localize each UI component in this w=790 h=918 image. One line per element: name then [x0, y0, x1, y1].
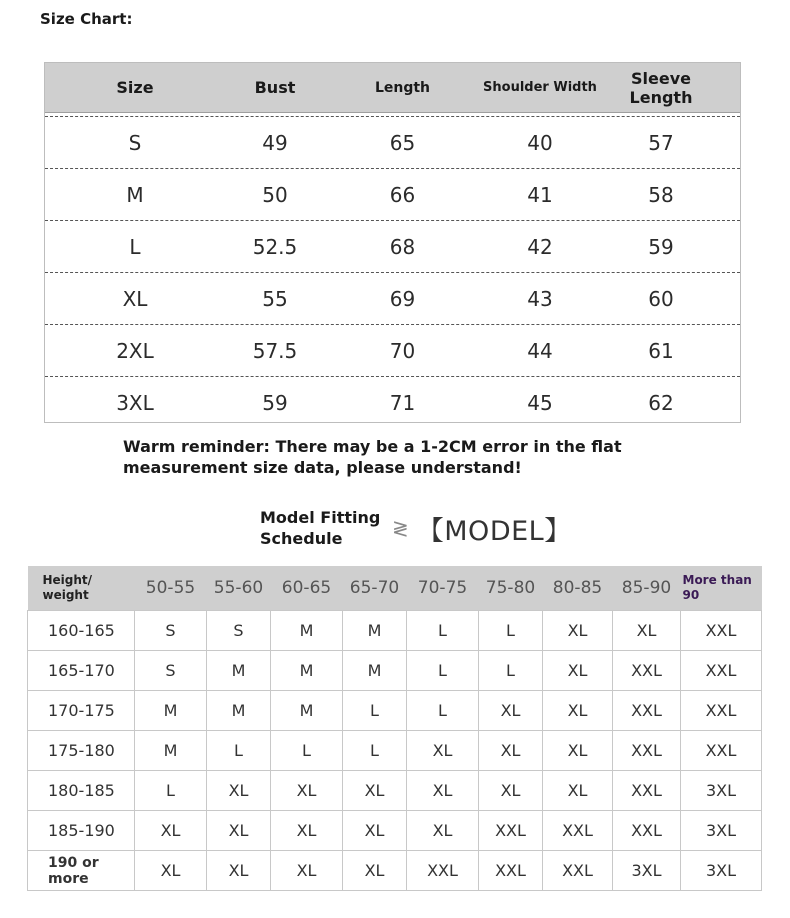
fit-size-cell: XL [135, 851, 207, 891]
header-shoulder-width: Shoulder Width [483, 80, 597, 95]
fit-size-cell: XL [479, 731, 543, 771]
height-range-label: 165-170 [28, 651, 135, 691]
fit-size-cell: XXL [613, 651, 681, 691]
fit-size-cell: XL [543, 731, 613, 771]
weight-range-header: 65-70 [343, 566, 407, 611]
fit-size-cell: XL [479, 771, 543, 811]
fit-size-cell: XXL [681, 611, 762, 651]
fit-size-cell: M [271, 611, 343, 651]
fit-size-cell: XXL [479, 811, 543, 851]
fit-size-cell: M [135, 731, 207, 771]
size-cell: 52.5 [252, 234, 298, 259]
warm-reminder: Warm reminder: There may be a 1-2CM error in the flat measurement size data, please understand! [123, 437, 622, 477]
weight-range-header: 60-65 [271, 566, 343, 611]
fit-size-cell: L [407, 691, 479, 731]
fit-size-cell: XL [271, 811, 343, 851]
fit-corner-label: Height/ weight [28, 566, 135, 611]
size-cell: L [129, 234, 141, 259]
size-cell: 57 [648, 130, 674, 155]
size-cell: S [128, 130, 142, 155]
fit-size-cell: XXL [613, 691, 681, 731]
size-row [45, 168, 740, 220]
fit-size-cell: XL [479, 691, 543, 731]
fit-size-cell: XXL [613, 771, 681, 811]
fit-size-cell: L [407, 651, 479, 691]
size-cell: 41 [527, 182, 553, 207]
size-cell: 40 [527, 130, 553, 155]
fit-size-cell: XL [543, 691, 613, 731]
height-range-label: 160-165 [28, 611, 135, 651]
size-chart-table [44, 62, 741, 423]
model-tag: 【MODEL】 [416, 515, 572, 547]
fit-size-cell: XXL [479, 851, 543, 891]
fit-row [28, 611, 762, 651]
fit-size-cell: 3XL [681, 771, 762, 811]
fit-size-cell: XL [543, 611, 613, 651]
height-range-label: 180-185 [28, 771, 135, 811]
fit-size-cell: L [135, 771, 207, 811]
fit-size-cell: XXL [681, 691, 762, 731]
size-chart-body [45, 116, 740, 428]
fit-size-cell: L [343, 691, 407, 731]
size-cell: 60 [648, 286, 674, 311]
height-range-label: 185-190 [28, 811, 135, 851]
size-row [45, 376, 740, 428]
model-fit-table [27, 566, 762, 891]
size-row [45, 324, 740, 376]
size-cell: 50 [262, 182, 288, 207]
size-row [45, 220, 740, 272]
fit-size-cell: 3XL [681, 811, 762, 851]
height-range-label: 170-175 [28, 691, 135, 731]
fit-size-cell: S [207, 611, 271, 651]
size-cell: 45 [527, 390, 553, 415]
height-range-label: 175-180 [28, 731, 135, 771]
size-cell: 61 [648, 338, 674, 363]
size-chart-title: Size Chart: [40, 10, 133, 28]
fit-size-cell: XL [613, 611, 681, 651]
fit-row [28, 651, 762, 691]
fit-size-cell: L [271, 731, 343, 771]
squiggle-icon: ≷ [392, 516, 409, 540]
fit-size-cell: XL [543, 771, 613, 811]
size-cell: 68 [389, 234, 416, 259]
fit-size-cell: L [407, 611, 479, 651]
fit-row [28, 811, 762, 851]
fit-size-cell: XXL [543, 851, 613, 891]
weight-range-header: 55-60 [207, 566, 271, 611]
size-cell: 49 [262, 130, 288, 155]
size-cell: 2XL [116, 338, 154, 363]
header-size: Size [116, 78, 154, 97]
fit-size-cell: M [271, 691, 343, 731]
size-cell: 55 [262, 286, 288, 311]
fit-size-cell: 3XL [613, 851, 681, 891]
fit-table-body [28, 611, 762, 891]
fit-row [28, 851, 762, 891]
fit-size-cell: XXL [681, 651, 762, 691]
fit-size-cell: M [207, 651, 271, 691]
header-bust: Bust [254, 78, 296, 97]
fit-size-cell: XL [207, 771, 271, 811]
weight-range-header: 80-85 [543, 566, 613, 611]
fit-size-cell: XL [543, 651, 613, 691]
fit-size-cell: L [479, 651, 543, 691]
fit-row [28, 771, 762, 811]
size-cell: 3XL [116, 390, 154, 415]
header-sleeve-length: Sleeve Length [629, 68, 693, 107]
header-length: Length [374, 79, 431, 96]
fit-size-cell: S [135, 651, 207, 691]
fit-size-cell: XL [343, 851, 407, 891]
weight-range-header: 70-75 [407, 566, 479, 611]
size-cell: 59 [262, 390, 288, 415]
fit-size-cell: XXL [613, 811, 681, 851]
fit-size-cell: M [271, 651, 343, 691]
fit-size-cell: M [207, 691, 271, 731]
size-cell: 43 [527, 286, 553, 311]
fit-size-cell: L [343, 731, 407, 771]
fit-size-cell: XL [407, 811, 479, 851]
fit-size-cell: XL [271, 851, 343, 891]
fit-size-cell: XL [135, 811, 207, 851]
size-cell: 65 [389, 130, 416, 155]
size-cell: XL [122, 286, 148, 311]
model-heading [260, 507, 572, 549]
fit-size-cell: XXL [681, 731, 762, 771]
fit-row [28, 691, 762, 731]
size-row [45, 272, 740, 324]
size-cell: M [126, 182, 144, 207]
fit-size-cell: XXL [613, 731, 681, 771]
size-cell: 70 [389, 338, 416, 363]
fit-size-cell: XL [343, 811, 407, 851]
size-cell: 58 [648, 182, 674, 207]
fit-row [28, 731, 762, 771]
fit-table-header [28, 566, 762, 611]
size-cell: 69 [389, 286, 416, 311]
fit-size-cell: L [207, 731, 271, 771]
weight-more-than-header: More than 90 [681, 566, 762, 611]
fit-size-cell: 3XL [681, 851, 762, 891]
model-fitting-label: Model Fitting Schedule [260, 508, 381, 548]
size-cell: 71 [389, 390, 416, 415]
size-cell: 44 [527, 338, 553, 363]
fit-size-cell: M [135, 691, 207, 731]
size-cell: 57.5 [252, 338, 298, 363]
fit-size-cell: M [343, 651, 407, 691]
size-chart-header [45, 63, 740, 113]
size-row [45, 117, 740, 168]
fit-size-cell: XL [407, 771, 479, 811]
fit-size-cell: XL [407, 731, 479, 771]
weight-range-header: 50-55 [135, 566, 207, 611]
fit-size-cell: XL [207, 811, 271, 851]
size-cell: 59 [648, 234, 674, 259]
weight-range-header: 75-80 [479, 566, 543, 611]
fit-size-cell: XXL [407, 851, 479, 891]
height-range-label: 190 or more [28, 851, 135, 891]
fit-size-cell: XXL [543, 811, 613, 851]
weight-range-header: 85-90 [613, 566, 681, 611]
fit-size-cell: XL [343, 771, 407, 811]
fit-size-cell: L [479, 611, 543, 651]
fit-size-cell: M [343, 611, 407, 651]
size-cell: 62 [648, 390, 674, 415]
fit-size-cell: S [135, 611, 207, 651]
fit-size-cell: XL [207, 851, 271, 891]
size-cell: 42 [527, 234, 553, 259]
fit-size-cell: XL [271, 771, 343, 811]
size-cell: 66 [389, 182, 416, 207]
